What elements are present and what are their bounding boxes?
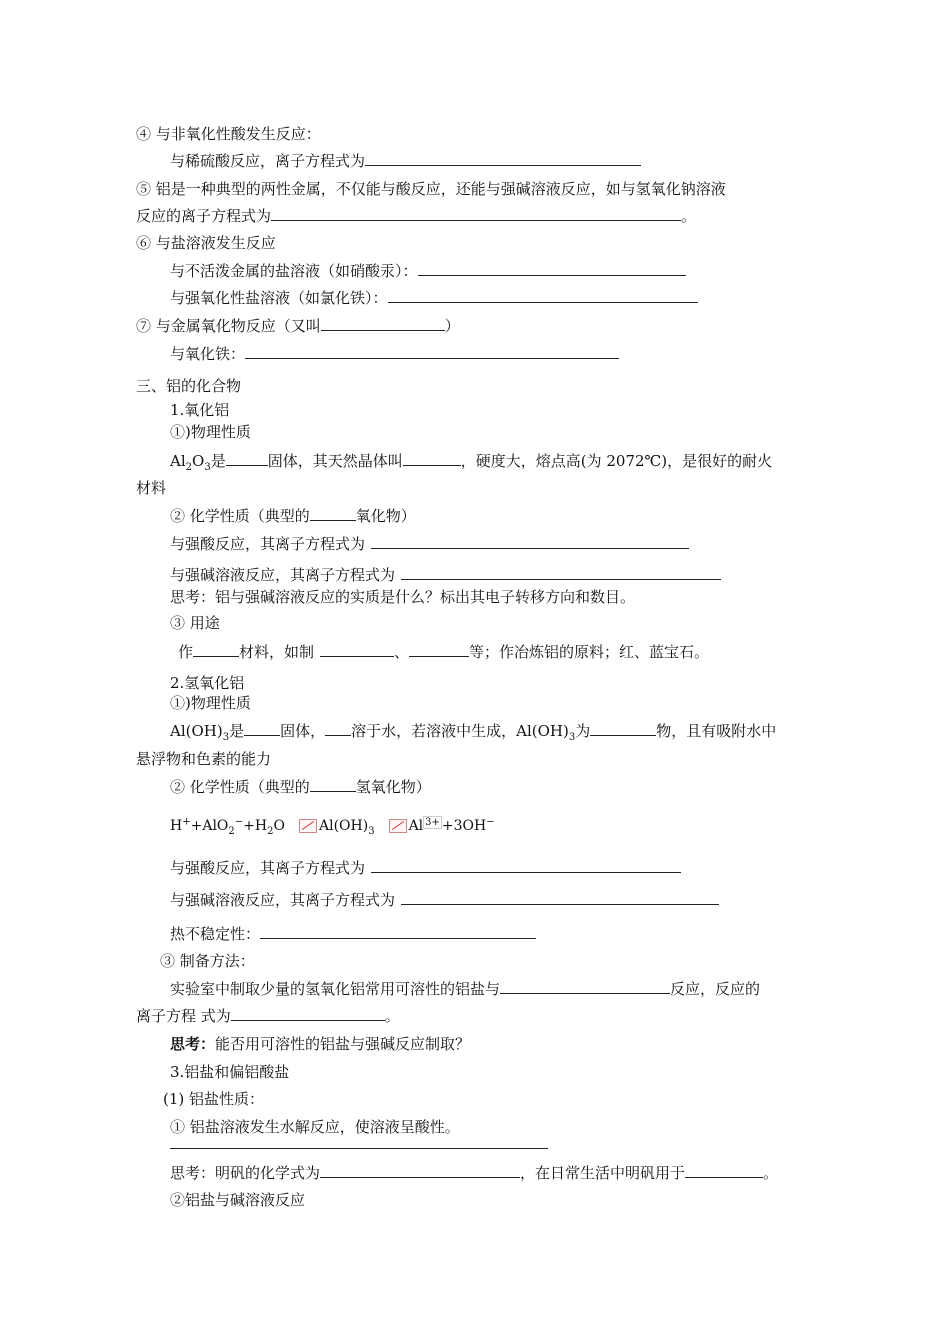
answer-blank[interactable] bbox=[590, 721, 656, 736]
preparation-equation-line: 离子方程 式为 。 bbox=[136, 1007, 400, 1025]
answer-blank[interactable] bbox=[320, 1163, 520, 1178]
alumina-uses-heading: ③ 用途 bbox=[170, 614, 220, 632]
think-strong-base: 思考：能否用可溶性的铝盐与强碱反应制取？ bbox=[170, 1035, 471, 1053]
hydroxide-physical-line: $Al(OH)_3$是 固体， 溶于水，若溶液中生成，$Al(OH)_3$为 物，且有吸附水中 bbox=[170, 722, 777, 743]
alumina-uses-line: 作 材料，如制 、 等；作冶炼铝的原料；红、蓝宝石。 bbox=[178, 643, 710, 661]
answer-blank[interactable] bbox=[371, 858, 681, 873]
answer-blank[interactable] bbox=[401, 890, 719, 905]
ferric-chloride-line: 与强氧化性盐溶液（如氯化铁）： bbox=[170, 288, 698, 308]
answer-blank[interactable] bbox=[271, 206, 681, 221]
hydrolysis-line: ① 铝盐溶液发生水解反应，使溶液呈酸性。 bbox=[170, 1118, 460, 1136]
section-3-heading: 三、铝的化合物 bbox=[136, 377, 242, 395]
alumina-strong-base-line: 与强碱溶液反应，其离子方程式为 bbox=[170, 565, 721, 585]
alumina-chemical-heading: ② 化学性质（典型的 氧化物） bbox=[170, 507, 416, 525]
preparation-heading: ③ 制备方法： bbox=[160, 952, 255, 970]
item-4-heading: ④ 与非氧化性酸发生反应： bbox=[136, 125, 321, 143]
alumina-physical-cont: 材料 bbox=[136, 479, 167, 497]
answer-blank[interactable] bbox=[371, 534, 689, 549]
alumina-strong-acid-line: 与强酸反应，其离子方程式为 bbox=[170, 534, 689, 554]
salt-base-reaction-heading: ②铝盐与碱溶液反应 bbox=[170, 1191, 306, 1209]
answer-blank[interactable] bbox=[403, 451, 461, 466]
hydroxide-strong-base-line: 与强碱溶液反应，其离子方程式为 bbox=[170, 890, 719, 910]
answer-blank[interactable] bbox=[193, 642, 239, 657]
answer-blank[interactable] bbox=[226, 451, 268, 466]
answer-blank[interactable] bbox=[260, 924, 536, 939]
item-5-text: ⑤ 铝是一种典型的两性金属，不仅能与酸反应，还能与强碱溶液反应，如与氢氧化钠溶液 bbox=[136, 180, 726, 198]
hydroxide-physical-heading: ①)物理性质 bbox=[170, 694, 251, 712]
mercury-nitrate-line: 与不活泼金属的盐溶液（如硝酸汞）： bbox=[170, 261, 686, 281]
naoh-reaction-line: 反应的离子方程式为 。 bbox=[136, 207, 697, 225]
answer-blank[interactable] bbox=[310, 777, 356, 792]
salts-heading: 3.铝盐和偏铝酸盐 bbox=[170, 1063, 290, 1081]
answer-blank[interactable] bbox=[500, 979, 670, 994]
answer-blank[interactable] bbox=[321, 316, 445, 331]
thermal-instability-line: 热不稳定性： bbox=[170, 924, 536, 944]
think-alum-line: 思考：明矾的化学式为 ，在日常生活中明矾用于 。 bbox=[170, 1164, 779, 1182]
iron-oxide-line: 与氧化铁： bbox=[170, 344, 619, 364]
answer-blank[interactable] bbox=[365, 151, 641, 166]
aluminum-hydroxide-heading: 2.氢氧化铝 bbox=[170, 674, 245, 692]
answer-blank[interactable] bbox=[231, 1006, 385, 1021]
answer-blank[interactable] bbox=[409, 642, 469, 657]
alumina-physical-heading: ①)物理性质 bbox=[170, 423, 251, 441]
alumina-physical-line: $Al_2O_3$是 固体，其天然晶体叫 ，硬度大，熔点高(为 2072℃)，是很好的耐火 bbox=[170, 452, 773, 473]
item-6-heading: ⑥ 与盐溶液发生反应 bbox=[136, 234, 276, 252]
answer-blank[interactable] bbox=[388, 288, 698, 303]
item-7-heading: ⑦ 与金属氧化物反应（又叫 ） bbox=[136, 317, 460, 335]
preparation-line: 实验室中制取少量的氢氧化铝常用可溶性的铝盐与 反应，反应的 bbox=[170, 980, 761, 998]
answer-blank[interactable] bbox=[310, 506, 356, 521]
alumina-heading: 1.氧化铝 bbox=[170, 401, 230, 419]
think-electron-transfer: 思考：铝与强碱溶液反应的实质是什么？标出其电子转移方向和数目。 bbox=[170, 588, 636, 606]
dilute-sulfuric-line: 与稀硫酸反应，离子方程式为 bbox=[170, 151, 641, 171]
answer-blank[interactable] bbox=[401, 565, 721, 580]
hydroxide-physical-cont: 悬浮物和色素的能力 bbox=[136, 750, 272, 768]
answer-blank[interactable] bbox=[244, 721, 280, 736]
answer-blank[interactable] bbox=[418, 261, 686, 276]
hydroxide-chemical-heading: ② 化学性质（典型的 氢氧化物） bbox=[170, 778, 431, 796]
equilibrium-equation: $H^++AlO_2^-+H_2O$ $Al(OH)_3$ Al $^{3+}$ +3OH− bbox=[170, 816, 495, 837]
aluminum-salt-props-heading: (1) 铝盐性质： bbox=[163, 1090, 265, 1108]
answer-blank[interactable] bbox=[170, 1148, 548, 1149]
answer-blank[interactable] bbox=[320, 642, 394, 657]
answer-blank[interactable] bbox=[685, 1163, 763, 1178]
equilibrium-arrow-icon bbox=[389, 819, 407, 833]
answer-blank[interactable] bbox=[325, 721, 351, 736]
equilibrium-arrow-icon bbox=[299, 819, 317, 833]
answer-blank[interactable] bbox=[245, 344, 619, 359]
hydroxide-strong-acid-line: 与强酸反应，其离子方程式为 bbox=[170, 858, 681, 878]
